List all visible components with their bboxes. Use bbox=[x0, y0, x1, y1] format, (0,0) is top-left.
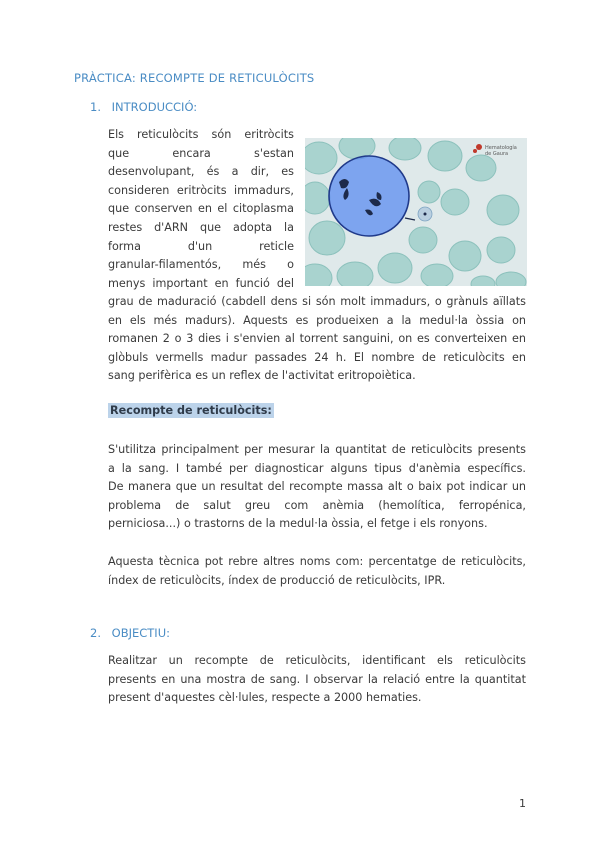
text-line: S'utilitza principalment per mesurar la quantitat de reticulòcits presents bbox=[108, 443, 526, 456]
text-line: grau de maduració (cabdell dens si són molt immadurs, o grànuls aïllats bbox=[108, 295, 526, 308]
text-line: restes d'ARN que adopta la bbox=[108, 220, 294, 234]
text-line: desenvolupant, és a dir, es bbox=[108, 165, 294, 179]
text-line: Aquesta tècnica pot rebre altres noms com: percentatge de reticulòcits, bbox=[108, 555, 526, 568]
text-line: perniciosa...) o trastorns de la medul·la òssia, el fetge i els ronyons. bbox=[108, 517, 488, 531]
text-line: índex de reticulòcits, índex de producció de reticulòcits, IPR. bbox=[108, 573, 446, 587]
text-line: consideren eritròcits immadurs, bbox=[108, 183, 294, 197]
text-line: glòbuls vermells madur passades 24 h. El nombre de reticulòcits en bbox=[108, 350, 526, 364]
intro-paragraph-narrow bbox=[108, 126, 294, 293]
logo-text-1: Hematología bbox=[485, 145, 517, 151]
text-line: que encara s'estan bbox=[108, 146, 294, 160]
text-line: De manera que un resultat del recompte massa alt o baix pot indicar un bbox=[108, 480, 526, 494]
section-number: 1. bbox=[90, 100, 101, 114]
logo-text-2: de Gaura bbox=[485, 151, 509, 157]
text-line: en els més madurs). Aquests es produeixen a la medul·la òssia on bbox=[108, 313, 526, 327]
text-line: present d'aquestes cèl·lules, respecte a 2000 hematies. bbox=[108, 691, 422, 705]
text-line: forma d'un reticle bbox=[108, 239, 294, 253]
text-line: Els reticulòcits són eritròcits bbox=[108, 128, 294, 141]
section-heading-introduccio bbox=[90, 100, 197, 114]
section-number: 2. bbox=[90, 626, 101, 640]
paragraph-objectiu bbox=[108, 652, 526, 708]
section-heading-objectiu bbox=[90, 626, 170, 640]
text-line: que conserven en el citoplasma bbox=[108, 202, 294, 216]
text-line: problema de salut greu com anèmia (hemolítica, ferropénica, bbox=[108, 498, 526, 512]
text-line: Realitzar un recompte de reticulòcits, identificant els reticulòcits bbox=[108, 654, 526, 667]
text-line: a la sang. I també per diagnosticar alguns tipus d'anèmia específics. bbox=[108, 461, 526, 475]
paragraph-utilitza bbox=[108, 441, 526, 534]
micrograph-svg bbox=[305, 138, 527, 286]
subheading-recompte: Recompte de reticulòcits: bbox=[110, 404, 272, 417]
text-line: granular-filamentós, més o bbox=[108, 258, 294, 272]
section-heading-text: INTRODUCCIÓ: bbox=[111, 100, 198, 114]
text-line: sang perifèrica es un reflex de l'activitat eritropoiètica. bbox=[108, 369, 416, 383]
intro-paragraph-wide bbox=[108, 293, 526, 386]
page-number: 1 bbox=[519, 797, 526, 810]
text-line: presents en una mostra de sang. I observar la relació entre la quantitat bbox=[108, 672, 526, 686]
text-line: romanen 2 o 3 dies i s'envien al torrent sanguini, on es converteixen en bbox=[108, 332, 526, 346]
text-line: menys important en funció del bbox=[108, 276, 294, 290]
document-title: PRÀCTICA: RECOMPTE DE RETICULÒCITS bbox=[74, 71, 315, 85]
reticulocyte-micrograph bbox=[305, 138, 527, 286]
paragraph-altres-noms bbox=[108, 553, 526, 590]
section-heading-text: OBJECTIU: bbox=[111, 626, 170, 640]
